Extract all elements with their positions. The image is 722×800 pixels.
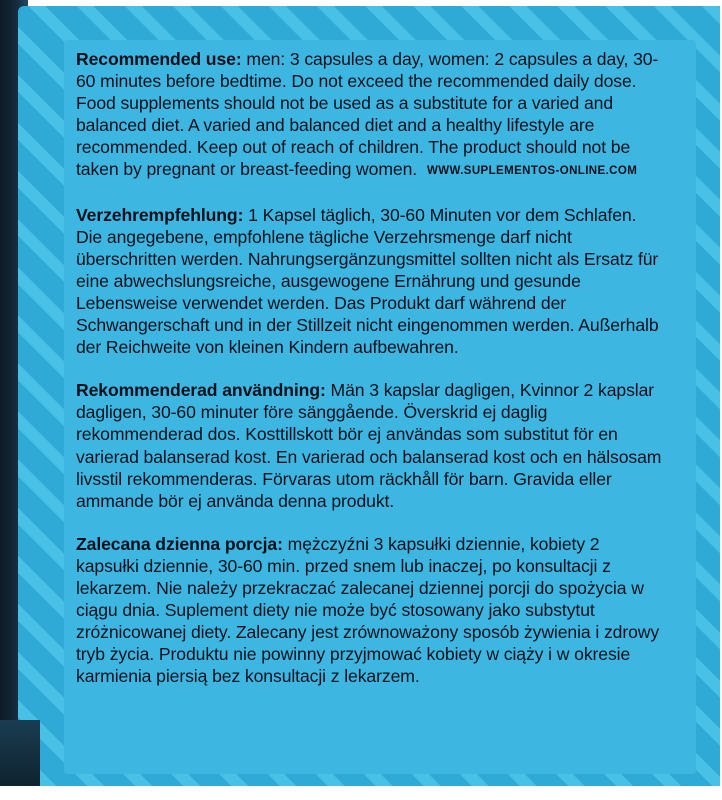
label-text-block xyxy=(76,48,666,708)
background-strip xyxy=(0,786,722,800)
website-url: WWW.SUPLEMENTOS-ONLINE.COM xyxy=(427,165,638,178)
section-heading: Recommended use: xyxy=(76,49,242,69)
section-body: Män 3 kapslar dagligen, Kvinnor 2 kapslar dagligen, 30-60 minuter före sänggående. Överskrid ej daglig rekommenderad dos. Kosttillskott bör ej användas som substitut för en varierad balanserad kost. En varierad och balanserad kost och en hälsosam livsstil rekommenderas. Förvaras utom räckhåll för barn. Gravida eller ammande bör ej använda denna produkt. xyxy=(76,380,662,511)
section-heading: Verzehrempfehlung: xyxy=(76,204,244,225)
section-polish xyxy=(76,533,666,688)
section-swedish xyxy=(76,379,666,512)
section-body: men: 3 capsules a day, women: 2 capsules a day, 30-60 minutes before bedtime. Do not exceed the recommended daily dose. Food supplements should not be used as a substitute for a varied and balanced diet. A varied and balanced diet and a healthy lifestyle are recommended. Keep out of reach of children. The product should not be taken by pregnant or breast-feeding women. xyxy=(76,49,659,180)
section-english xyxy=(76,48,666,183)
section-body: 1 Kapsel täglich, 30-60 Minuten vor dem Schlafen. Die angegebene, empfohlene tägliche Verzehrsmenge darf nicht überschritten werden. Nahrungsergänzungsmittel sollten nicht als Ersatz für eine abwechslungsreiche, ausgewogene Ernährung und gesunde Lebensweise verwendet werden. Das Produkt darf während der Schwangerschaft und in der Stillzeit nicht eingenommen werden. Außerhalb der Reichweite von kleinen Kindern aufbewahren. xyxy=(76,204,659,358)
section-heading: Zalecana dzienna porcja: xyxy=(76,533,283,554)
section-body: mężczyźni 3 kapsułki dziennie, kobiety 2 kapsułki dziennie, 30-60 min. przed snem lub inaczej, po konsultacji z lekarzem. Nie należy przekraczać zalecanej dziennej porcji do spożycia w ciągu dnia. Suplement diety nie może być stosowany jako substytut zróżnicowanej diety. Zalecany jest zrównoważony sposób żywienia i zdrowy tryb życia. Produktu nie powinny przyjmować kobiety w ciąży i w okresie karmienia piersią bez konsultacji z lekarzem. xyxy=(76,533,660,687)
section-german xyxy=(76,204,666,359)
section-heading: Rekommenderad användning: xyxy=(76,380,326,401)
